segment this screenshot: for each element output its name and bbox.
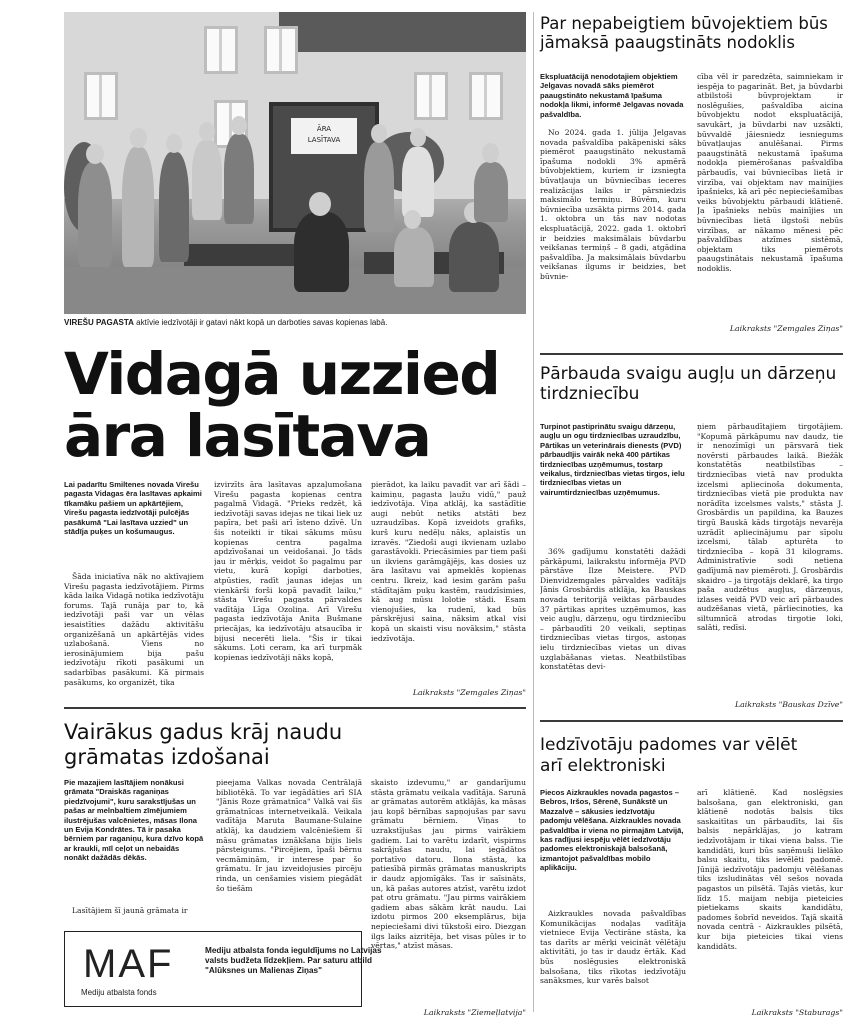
photo-person [159, 152, 189, 262]
naudu-column-2 [216, 778, 362, 920]
kiosk-sign-line1: ĀRA [316, 125, 332, 133]
photo-caption-bold: VIREŠU PAGASTA [64, 318, 134, 327]
maf-logo: MAF [83, 942, 174, 986]
nodoklis-lead: Ekspluatācijā nenodotajiem objektiem Jelgavas novadā sāks piemērot paaugstināto nekustamā īpašuma nodokļa likmi, informē Jelgavas novada pašvaldība. [540, 72, 684, 119]
naudu-headline [64, 720, 342, 770]
parbauda-headline: Pārbauda svaigu augļu un dārzeņu tirdzniecību [540, 364, 837, 404]
maf-box [64, 931, 382, 1007]
naudu-col2-text: pieejama Valkas novada Centrālajā bibliotēkā. To var iegādāties arī SIA "Jānis Roze grāmatnīca" Valkā vai šīs grāmatnīcas internetveikalā. Veikala vadītāja Maruta Baumane-Sulaine atklāj, ka daudziem valcēniešiem šī māsu grāmatas iznākšana bijis liels pārsteigums. "Pircējiem, īpaši bērnu vecmāmiņām, ir interese par šo grāmatu. Ir jau izveidojusies pircēju rinda, un cenšamies visiem piegādāt šo tiešām [216, 778, 362, 893]
naudu-column-1 [64, 906, 206, 918]
photo-caption [64, 318, 534, 327]
photo-person [402, 147, 434, 217]
naudu-signature: Laikraksts "Ziemeļlatvija" [423, 1008, 526, 1017]
photo-window [264, 26, 298, 74]
naudu-lead: Pie mazajiem lasītājiem nonākusi grāmata "Draiskās raganiņas piedzīvojumi", kuru sarakstījušas un pašas ar melnbaltiem zīmējumiem ilustrējušas valcēnietes, māsas Ilona un Evija Kondrātes. Tā ir pasaka bērniem par raganiņu, kura dzīvo kopā ar kraukli, mīl ceļot un nebaidās nonākt dažādās dēkās. [64, 778, 204, 863]
photo-window [204, 26, 238, 74]
vidaga-headline-line2: āra lasītava [64, 402, 431, 470]
photo-person-head [410, 128, 426, 147]
parbauda-lead: Turpinot pastiprinātu svaigu dārzeņu, augļu un ogu tirdzniecības uzraudzību, Pārtikas un veterinārais dienests (PVD) pārbaudījis vairāk nekā 400 pārtikas tirdzniecības uzņēmumus, tostarp veikalus, tirdzniecības vietas tirgos, ielu tirdzniecības vietas un vairumtirdzniecības uzņēmumus. [540, 422, 685, 497]
photo-window [414, 72, 448, 120]
photo-person [224, 134, 254, 224]
parbauda-col1-text: 36% gadījumu konstatēti dažādi pārkāpumi, laikrakstu informēja PVD pārstāve Ilze Meistere. PVD Dienvidzemgales pārvaldes vadītājs Jānis Grosbārdis atklāja, ka Bauskas novada teritorijā veiktas pārbaudes 37 pārtikas aprites uzņēmumos, kas veic augļu, dārzeņu, ogu tirdzniecību – pārbaudīti 20 veikali, septiņas tirdzniecības vietas tirgos, astoņas ielu tirdzniecības vietas un divas uzglabāšanas vietas. Neatbilstības konstatētas devi- [540, 547, 686, 672]
vidaga-headline [64, 340, 500, 470]
padomes-headline-line2: arī elektroniski [540, 756, 666, 776]
nodoklis-col2-text: cība vēl ir paredzēta, saimniekam ir iespēja to pagarināt. Bet, ja būvdarbi atbilstoši būvprojektam ir noslēgušies, pašvaldība aicina būvobjektu nodot ekspluatācijā, savukārt, ja būvdarbi nav uzsākti, būvvaldē jāiesniedz iesniegums būvatļaujas anulēšanai. Pirms paaugstinātā nekustamā īpašuma nodokļa piemērošanas pašvaldība pārbaudīs, vai būvniecības lietā ir virzība, vai objektam nav mainījies īpašnieks, kā arī pēc nepieciešamības veiks būvobjektu pārbaudi klātienē. Ja īpašnieks nebūs mainījies un būvniecības lietā ilgstoši nebūs virzības, ar nākamo mēnesi pēc pašvaldības atzīmes sistēmā, objektam tiks piemērots paaugstinātais nekustamā īpašuma nodoklis. [697, 72, 843, 273]
maf-funding-text: Mediju atbalsta fonda ieguldījums no Latvijas valsts budžeta līdzekļiem. Par saturu atbild "Alūksnes un Malienas Ziņas" [205, 946, 382, 976]
vidaga-col1-text: Šāda iniciatīva nāk no aktīvajiem Virešu pagasta iedzīvotājiem. Pirms kāda laika Vidagā notika iedzīvotāju forums. Tajā runāja par to, kā iedzīvotāji paši var un vēlas iesaistīties dažādu aktivitāšu organizēšanā un apkārtējās vides uzlabošanā. Viens no ierosinājumiem bija pašu iedzīvotāju rīkoti pasākumi un sadarbības pasākumi. Kā pirmais pasākums, ko organizēt, tika [64, 572, 204, 687]
vidaga-signature: Laikraksts "Zemgales Ziņas" [412, 688, 526, 697]
photo-person [474, 162, 508, 222]
naudu-col3-text: skaisto izdevumu," ar gandarījumu stāsta grāmatu veikala vadītāja. Sarunā ar grāmatas autorēm atklājās, ka māsas jau kopš bērnības sapņojušas par savu grāmatu bērniem. Viņas to uzrakstījušas jau pirms vairākiem gadiem. Lai to varētu izdarīt, vispirms sakrājušas naudu, lai iegādātos portatīvo datoru. Ilona stāsta, ka patiesībā pirmās grāmatas manuskripts ir daudz apjomīgāks. Tas ir saīsināts, un, kā pašas autores atzīst, varētu izdot pat otru grāmatu. "Jau pirms vairākiem gadiem abas sākām krāt naudu. Lai izdotu pirmos 200 eksemplārus, bija nepieciešami divi tūkstoši eiro. Diezgan ilgs laiks aizritēja, bet visas pūles ir to vērtas," atzīst māsas. [371, 778, 526, 951]
vidaga-column-1 [64, 572, 204, 692]
photo-person-head [404, 210, 421, 229]
parbauda-column-1 [540, 547, 686, 709]
photo-person-head [130, 128, 147, 148]
photo-window [469, 72, 503, 120]
padomes-headline-line1: Iedzīvotāju padomes var vēlēt [540, 735, 798, 755]
naudu-headline-line2: grāmatas izdošanai [64, 745, 270, 769]
photo-window [84, 72, 118, 120]
photo-person-head [199, 122, 215, 141]
vidaga-column-2 [214, 480, 362, 692]
photo-caption-text: aktīvie iedzīvotāji ir gatavi nākt kopā un darboties savas kopienas labā. [136, 318, 388, 327]
nodoklis-column-1 [540, 128, 686, 334]
padomes-lead: Piecos Aizkraukles novada pagastos – Bebros, Iršos, Sērenē, Sunākstē un Mazzalvē – sākusies iedzīvotāju padomju vēlēšana. Aizkraukles novada pašvaldība ir viena no pirmajām Latvijā, kas radījusi iespēju vēlēt iedzīvotāju padomes elektroniskajā balsošanā, izmantojot pašvaldības mobilo aplikāciju. [540, 788, 684, 873]
vidaga-col2-text: izvirzīts āra lasītavas apzaļumošana Virešu pagasta kopienas centra pagalmā Vidagā. "Prieks redzēt, kā iedzīvotāji savas idejas ne tikai liek uz papīra, bet paši arī īsteno dzīvē. Un šis noteikti ir tikai sākums mūsu kopienas centra pagalma apdzīvošanai un veidošanai. Jo tāds jau ir mērķis, veidot šo pagalmu par vietu, kurā kopīgi darboties, atpūsties, radīt jaunas idejas un vienkārši forši kopā pavadīt laiku," stāsta Virešu pagasta pārvaldes vadītāja Līga Ozoliņa. Arī Virešu pagasta iedzīvotāja Anita Bušmane priecājas, ka iedzīvotāju atsaucība ir bijusi necerēti liela. "Šis ir tikai sākums. Ļoti ceram, ka arī turpmāk kopienas iedzīvotāji nāks kopā, [214, 480, 362, 662]
photo-person [78, 162, 112, 267]
photo-roof [279, 12, 526, 52]
photo-person-head [482, 143, 499, 163]
padomes-headline [540, 735, 843, 777]
vidaga-lead: Lai padarītu Smiltenes novada Virešu pagasta Vidagas ēra lasītavas apkaimi tīkamāku pašiem un apkārtējiem, Virešu pagasta iedzīvotāji pulcējās pasākumā "Lai lasītava uzzied" un stādīja puķes un košumaugus. [64, 480, 202, 537]
photo-person [394, 227, 434, 287]
kiosk-sign-line2: LASĪTAVA [307, 136, 341, 144]
kiosk-sign [291, 118, 357, 154]
nodoklis-col1-text: No 2024. gada 1. jūlija Jelgavas novada pašvaldība pakāpeniski sāks piemērot paaugstināto nekustamā īpašuma nodokli 3% apmērā būvobjektiem, kuriem ir izsniegta būvatļauja un būvniecības ieceres realizācijas laiks ir pārsniedzis maksimālo termiņu. Būvēm, kuru būvniecība uzsākta pirms 2014. gada 1. oktobra un tās nav nodotas ekspluatācijā, 2022. gada 1. oktobrī ir beidzies maksimālais būvdarbu veikšanas termiņš – 8 gadi, atgādina pašvaldība. Ja maksimālais būvdarbu veikšanas ilgums ir beidzies, bet būvnie- [540, 128, 686, 281]
photo-person-head [371, 124, 387, 143]
padomes-col1-text: Aizkraukles novada pašvaldības Komunikācijas nodaļas vadītāja vietniece Evija Vectirāne stāsta, ka tas darīts ar mērķi veicināt vēlētāju aktivitāti, jo tas ir daudz ērtāk. Kad būs noslēgusies elektroniskā balsošana, tiks rīkotas iedzīvotāju sanāksmes, kur varēs balsot [540, 909, 686, 986]
photo-person [364, 142, 394, 232]
padomes-signature: Laikraksts "Staburags" [751, 1008, 843, 1017]
padomes-column-2 [697, 788, 843, 1006]
parbauda-column-2 [697, 422, 843, 706]
photo-person [192, 140, 222, 220]
nodoklis-signature: Laikraksts "Zemgales Ziņas" [729, 324, 843, 333]
maf-logo-subtitle: Mediju atbalsta fonds [81, 988, 157, 997]
photo-person-head [166, 134, 182, 153]
article-photo [64, 12, 526, 314]
padomes-column-1 [540, 909, 686, 1011]
parbauda-signature: Laikraksts "Bauskas Dzīve" [734, 700, 843, 709]
nodoklis-column-2 [697, 72, 843, 320]
divider [540, 353, 843, 355]
naudu-col1-text: Lasītājiem šī jaunā grāmata ir [72, 906, 188, 915]
parbauda-col2-text: ņiem pārbaudītajiem tirgotājiem. "Kopumā pārkāpumu nav daudz, tie ir nenozīmīgi un pārsvarā tiek novērsti pārbaudes laikā. Biežāk konstatētās neatbilstības – tirdzniecības vietā nav produkta izcelsmi apliecinoša dokumenta, tirdzniecības vietā pie produkta nav norādīta izcelsmes valsts," stāsta J. Grosbārdis un papildina, ka Bauzes tirgū Bauskā kāds tirgotājs nevarēja uzrādīt apliecinājumu par sīpolu izcelsmi, tālab apturēta to tirdzniecība – kopā 31 kilograms. Administratīvie sodi netiena gadījumā nav piemēroti. J. Grosbārdis skaidro – ja tirgotājs deklarē, ka tirgo paša audzētus augļus, dārzeņus, izlases veidā PVD veic arī pārbaudes audzēšanas vietā, pārliecinoties, ka siltumnīcā atrodas tirgotie loki, salāti, redīsi. [697, 422, 843, 633]
vidaga-col3-text: pierādot, ka laiku pavadīt var arī šādi – kaimiņu, pagasta ļaužu vidū," pauž iedzīvotāja. Viņa atklāj, ka sastādītie augi nebūt netiks atstāti bez uzraudzības. Kopā izveidots grafiks, kurš kuru nedēļu nāks, aplaistīs un izravēs. "Ziedoši augi ikvienam uzlabo garastāvokli. Priecāsimies par tiem paši un ikviens garāmgājējs, kas dosies uz āra lasītavu vai apmeklēs kopienas centru. Ikreiz, kad iesim garām pašu stādītajām puķu kastēm, raudzīsimies, kā aug mūsu lolotie stādi. Esam vienojušies, ka rudenī, kad būs pārskrējusi saina, nāksim atkal visi kopā un skaisti visu novāksim," stāsta iedzīvotāja. [371, 480, 526, 643]
padomes-col2-text: arī klātienē. Kad noslēgsies balsošana, gan elektroniski, gan klātienē nodotās balsis tiks saskaitītas un pārbaudīts, lai šīs balsis nepārklājas, jo katram iedzīvotājam ir tikai viena balss. Tie kandidāti, kuri būs saņēmuši lielāko balsu skaitu, tiks ievēlēti padomē. Jūnijā iedzīvotāju padomju vēlēšanas tiks izsludinātas vēl sešos novada pagastos un pilsētā. Tajās vietās, kur līdz 15. maijam nebija pieteicies pietiekams skaits kandidātu, padomes šobrīd neveidos. Tajā skaitā novada centrā - Aizkraukles pilsētā, kur bija pieteicies tikai viens kandidāts. [697, 788, 843, 951]
vidaga-column-3 [371, 480, 526, 686]
vidaga-headline-line1: Vidagā uzzied [64, 340, 500, 408]
column-rule [533, 12, 534, 1012]
photo-person [122, 147, 154, 267]
photo-person-head [86, 144, 104, 164]
divider [64, 707, 526, 709]
nodoklis-headline: Par nepabeigtiem būvojektiem būs jāmaksā paaugstināts nodoklis [540, 14, 828, 52]
naudu-headline-line1: Vairākus gadus krāj naudu [64, 720, 343, 744]
photo-person [294, 212, 349, 292]
photo-person-head [309, 192, 331, 216]
divider [540, 720, 843, 722]
photo-person [449, 222, 499, 292]
photo-person-head [231, 116, 247, 135]
